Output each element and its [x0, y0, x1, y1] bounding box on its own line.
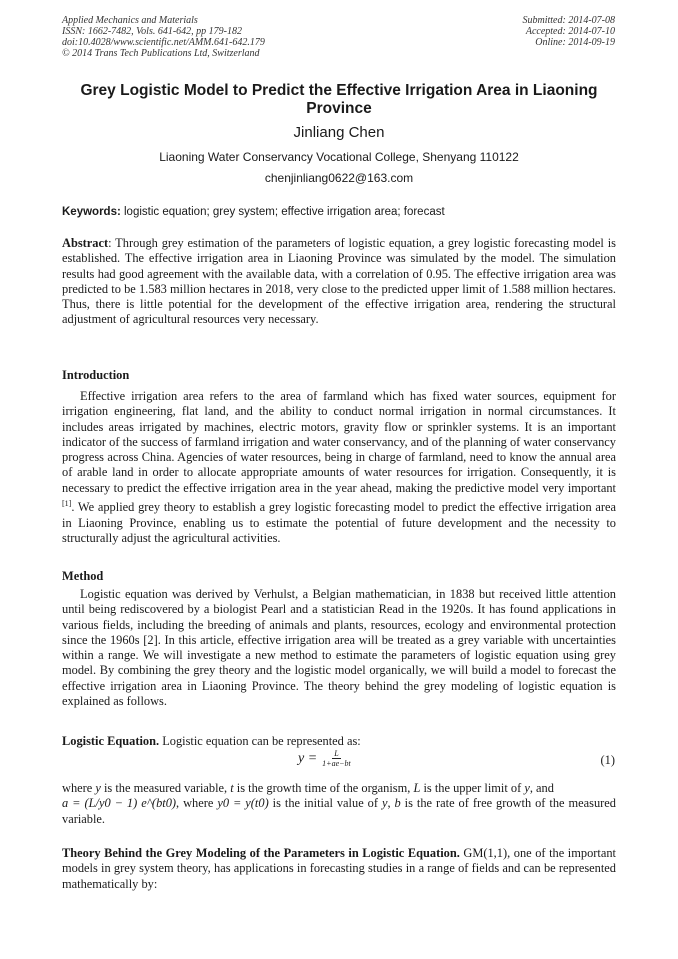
dates-header — [523, 15, 616, 48]
var-b: b — [394, 796, 401, 811]
var-y: y — [524, 781, 530, 795]
equation-denominator: 1+ae−bt — [322, 759, 351, 768]
copyright-line: © 2014 Trans Tech Publications Ltd, Switzerland — [62, 48, 260, 59]
where-text: is the initial value of — [268, 796, 382, 811]
equation-number: (1) — [600, 753, 615, 767]
where-text: , — [387, 796, 395, 811]
variable-definitions — [62, 781, 616, 827]
doi-line: doi:10.4028/www.scientific.net/AMM.641-642.179 — [62, 37, 265, 48]
citation-1: [1] — [62, 499, 72, 509]
where-text: is the rate of free growth of the measured variable. — [62, 796, 616, 826]
author-name: Jinliang Chen — [293, 124, 385, 141]
abstract-text: : Through grey estimation of the parameters of logistic equation, a grey logistic forecasting model is established. The effective irrigation area in Liaoning Province was simulated by the model. The simulation results had good agreement with the available data, with a correlation of 0.95. The effective irrigation area was predicted to be 1.583 million hectares in 2018, very close to the predicted upper limit of 1.588 million hectares. Thus, there is little potential for the development of the effective irrigation area, rendering the structural adjustment of agricultural resources very necessary. — [62, 236, 616, 327]
author-affiliation: Liaoning Water Conservancy Vocational College, Shenyang 110122 — [159, 150, 519, 164]
y0-definition: y0 = y(t0) — [217, 796, 269, 811]
where-text: is the growth time of the organism, — [233, 781, 414, 795]
keywords — [62, 206, 616, 218]
submitted-date: Submitted: 2014-07-08 — [522, 15, 615, 26]
where-text: where — [62, 781, 96, 795]
logistic-text: Logistic equation can be represented as: — [159, 734, 361, 748]
introduction-text-a: Effective irrigation area refers to the area of farmland which has fixed water sources, equipment for irrigation engineering, flat land, and the ability to conduct normal irrigation in normal circumstances. It includes areas irrigated by machines, electric motors, gravity flow or sprinkler systems. It is an important indicator of the success of farmland irrigation and water conservancy, and of the planning of water conservancy progress across China. Agencies of water resources, being in charge of farmland, need to know the annual area of arable land in order to allocate appropriate amounts of water resources for irrigation. Consequently, it is necessary to predict the effective irrigation area in the year ahead, making the predictive model very important — [62, 389, 616, 495]
where-text: , where — [176, 796, 218, 811]
journal-name: Applied Mechanics and Materials — [62, 15, 198, 26]
var-y: y — [381, 796, 388, 811]
theory-text: GM(1,1), one of the important models in grey system theory, has applications in forecasting studies in a range of fields and can be represented mathematically by: — [62, 846, 616, 891]
var-t: t — [230, 781, 234, 795]
equation-numerator: L — [334, 749, 339, 758]
journal-header — [62, 15, 265, 59]
equation-lhs: y = — [298, 750, 318, 766]
method-heading: Method — [62, 569, 104, 583]
theory-paragraph — [62, 846, 616, 892]
keywords-text: logistic equation; grey system; effective irrigation area; forecast — [124, 206, 445, 218]
var-L: L — [413, 781, 421, 795]
where-text: , and — [529, 781, 554, 795]
logistic-label: Logistic Equation. — [62, 734, 160, 748]
paper-title: Grey Logistic Model to Predict the Effective Irrigation Area in Liaoning Province — [80, 82, 598, 117]
where-text: is the upper limit of — [420, 781, 525, 795]
where-text: is the measured variable, — [100, 781, 231, 795]
method-paragraph: Logistic equation was derived by Verhulst, a Belgian mathematician, in 1838 but received little attention until being rediscovered by a biologist Pearl and a statistician Read in the 1920s. It has found applications in various fields, including the breeding of animals and plants, resources, ecology and environmental protection since the 1960s [2]. In this article, effective irrigation area will be treated as a grey variable with uncertainties within a range. We will investigate a new method to estimate the parameters of logistic equation using grey model. By combining the grey theory and the logistic model organically, we will build a model to forecast the effective irrigation area in Liaoning Province. The theory behind the grey modeling of logistic equation is explained as follows. — [62, 587, 616, 709]
online-date: Online: 2014-09-19 — [535, 37, 615, 48]
abstract — [62, 236, 616, 328]
keywords-label: Keywords: — [62, 206, 121, 218]
introduction-paragraph — [62, 389, 616, 546]
logistic-equation-intro — [62, 734, 616, 749]
introduction-heading: Introduction — [62, 368, 130, 382]
var-y: y — [95, 781, 101, 795]
issn-line: ISSN: 1662-7482, Vols. 641-642, pp 179-182 — [62, 26, 242, 37]
equation-fraction — [322, 749, 351, 768]
accepted-date: Accepted: 2014-07-10 — [525, 26, 615, 37]
introduction-text-b: . We applied grey theory to establish a grey logistic forecasting model to predict the effective irrigation area in Liaoning Province, enabling us to estimate the potential of future development and the necessity to structurally adjust the agricultural activities. — [62, 500, 616, 545]
equation-1 — [298, 749, 351, 768]
abstract-label: Abstract — [62, 236, 109, 250]
author-email: chenjinliang0622@163.com — [264, 171, 414, 185]
a-definition: a = (L/y0 − 1) e^(bt0) — [62, 796, 177, 811]
theory-label: Theory Behind the Grey Modeling of the Parameters in Logistic Equation. — [62, 846, 460, 860]
